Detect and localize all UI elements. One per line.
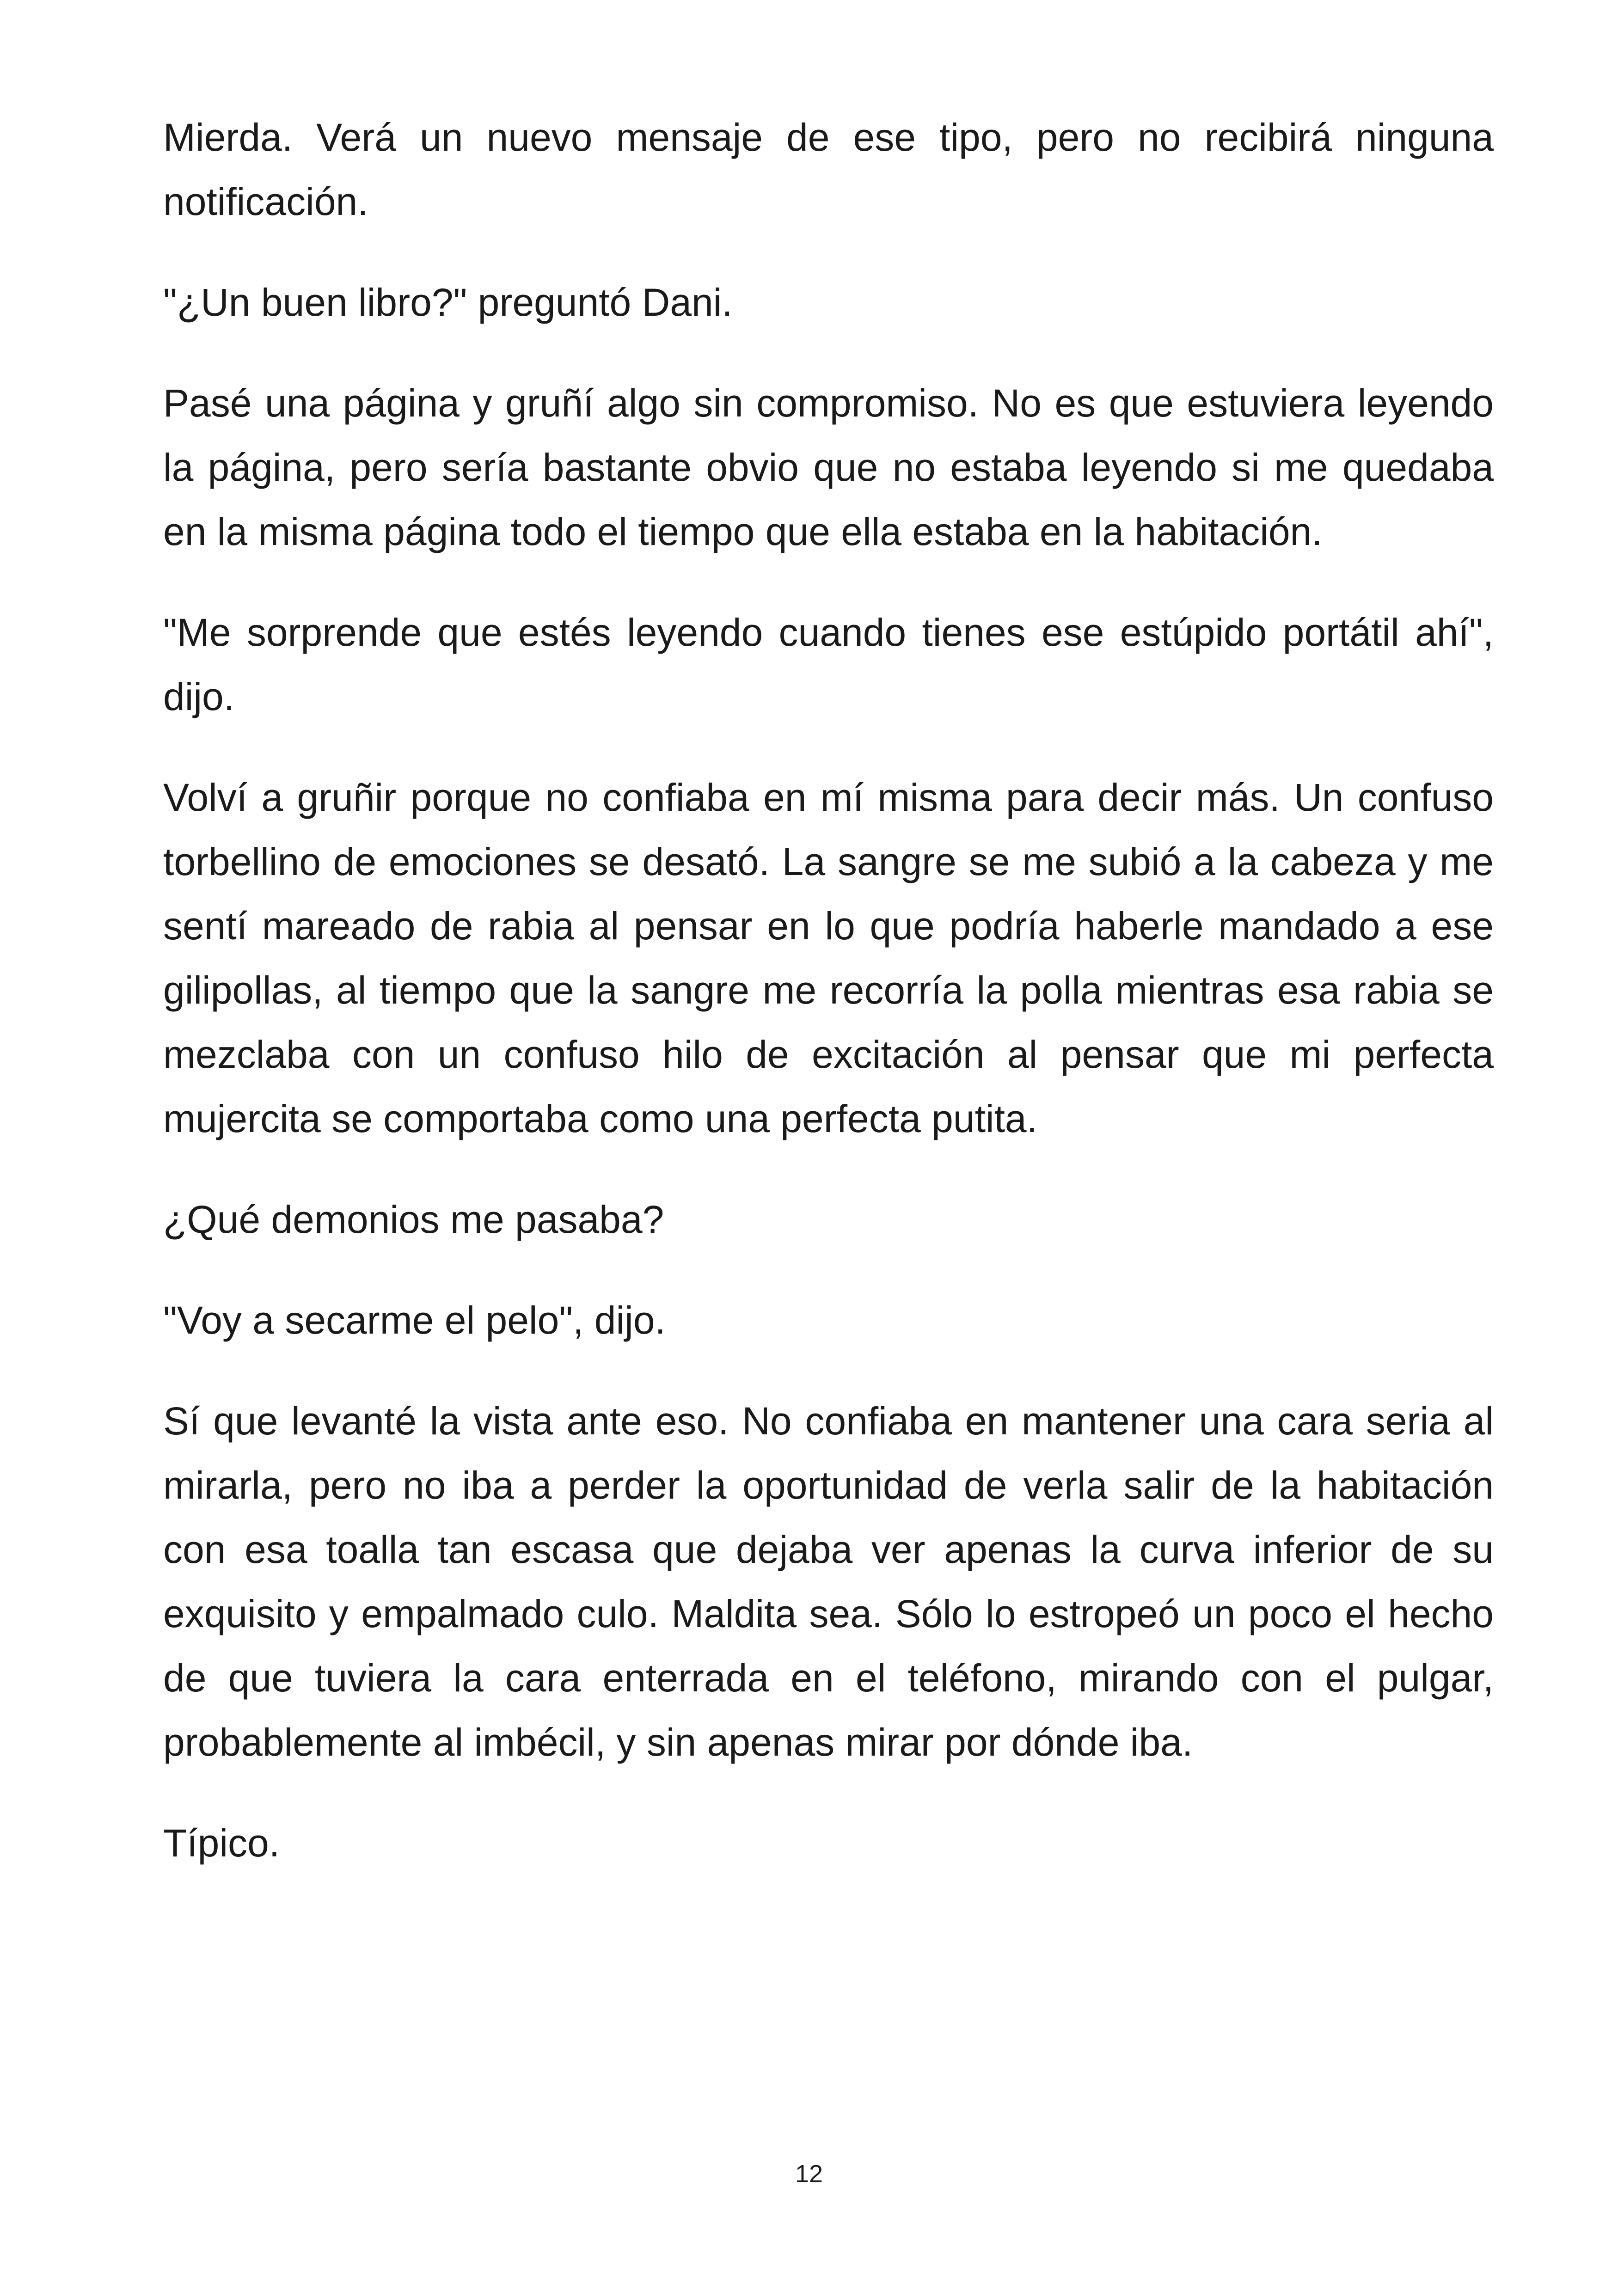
page-number: 12 <box>795 2160 823 2188</box>
paragraph-6: ¿Qué demonios me pasaba? <box>163 1198 664 1241</box>
paragraph-5: Volví a gruñir porque no confiaba en mí misma para decir más. Un confuso torbellino de emociones se desató. La sangre se me subió a la cabeza y me sentí mareado de rabia al pensar en lo que podría haberle mandado a ese gilipollas, al tiempo que la sangre me recorría la polla mientras esa rabia se mezclaba con un confuso hilo de excitación al pensar que mi perfecta mujercita se comportaba como una perfecta putita. <box>163 776 1494 1140</box>
paragraph-4: "Me sorprende que estés leyendo cuando tienes ese estúpido portátil ahí", dijo. <box>163 611 1494 718</box>
body-text <box>163 105 1494 1875</box>
paragraph-3: Pasé una página y gruñí algo sin compromiso. No es que estuviera leyendo la página, pero sería bastante obvio que no estaba leyendo si me quedaba en la misma página todo el tiempo que ella estaba en la habitación. <box>163 381 1494 553</box>
paragraph-9: Típico. <box>163 1821 280 1865</box>
paragraph-7: "Voy a secarme el pelo", dijo. <box>163 1298 666 1342</box>
paragraph-8: Sí que levanté la vista ante eso. No confiaba en mantener una cara seria al mirarla, pero no iba a perder la oportunidad de verla salir de la habitación con esa toalla tan escasa que dejaba ver apenas la curva inferior de su exquisito y empalmado culo. Maldita sea. Sólo lo estropeó un poco el hecho de que tuviera la cara enterrada en el teléfono, mirando con el pulgar, probablemente al imbécil, y sin apenas mirar por dónde iba. <box>163 1399 1494 1764</box>
paragraph-1: Mierda. Verá un nuevo mensaje de ese tipo, pero no recibirá ninguna notificación. <box>163 116 1494 223</box>
paragraph-2: "¿Un buen libro?" preguntó Dani. <box>163 281 733 324</box>
